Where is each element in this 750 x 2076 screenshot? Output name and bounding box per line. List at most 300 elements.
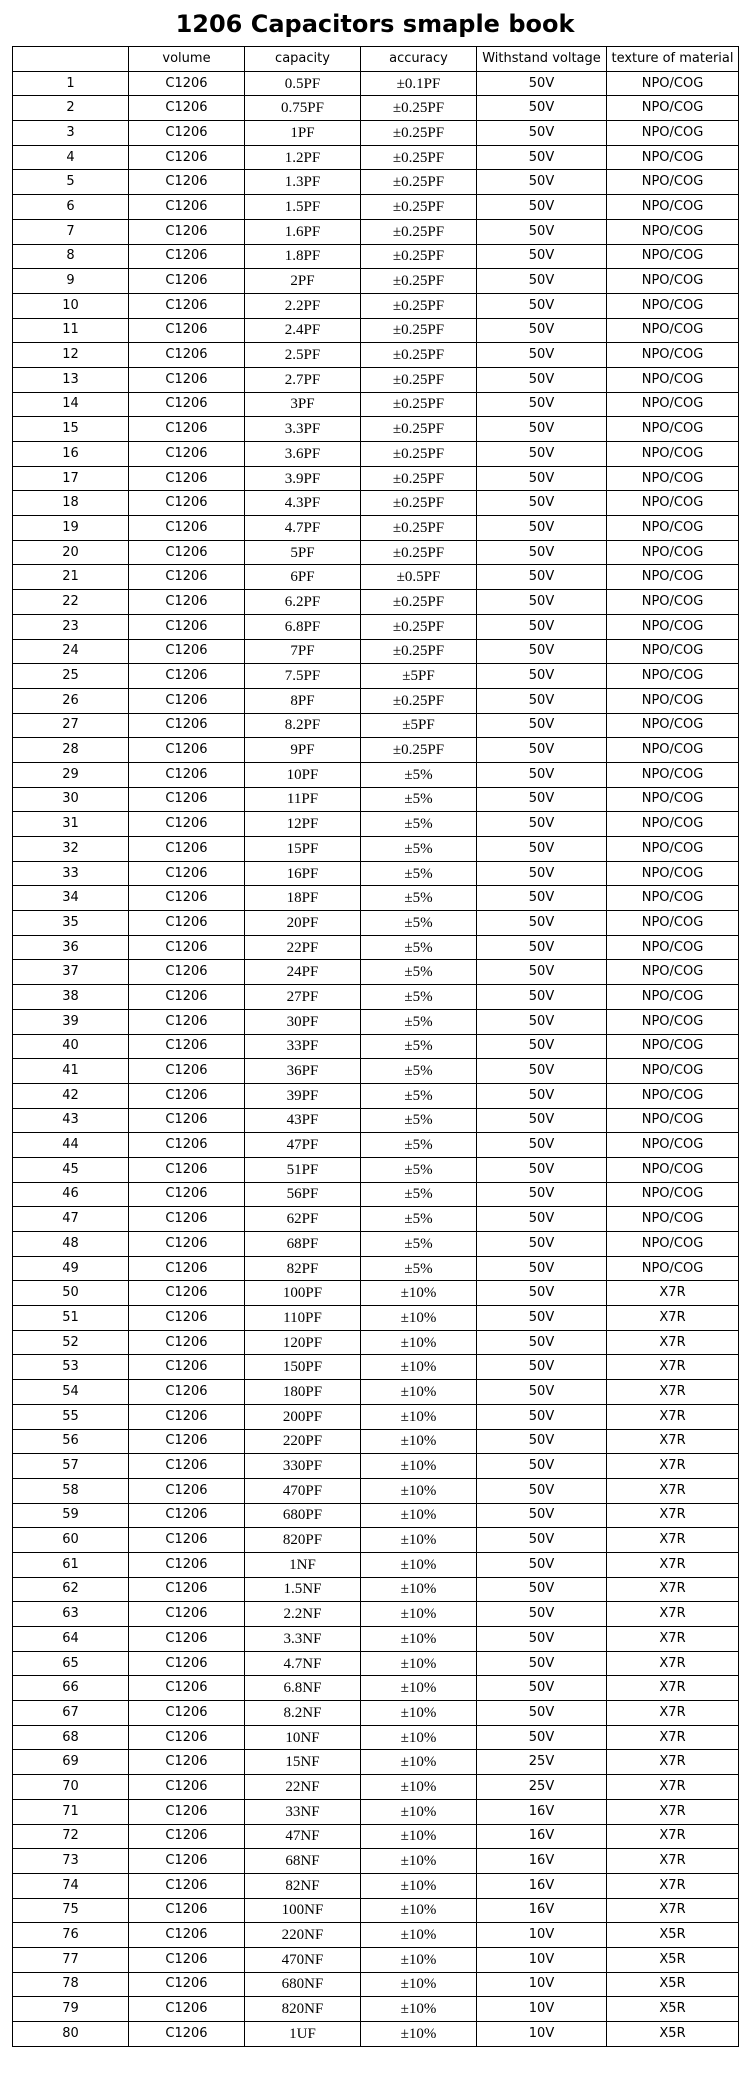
capacity-cell: 1.5PF	[245, 195, 361, 220]
voltage-cell: 50V	[477, 1429, 607, 1454]
voltage-cell: 50V	[477, 1256, 607, 1281]
material-cell: X7R	[607, 1799, 739, 1824]
table-row	[13, 1157, 739, 1182]
volume-cell: C1206	[129, 71, 245, 96]
voltage-cell: 16V	[477, 1898, 607, 1923]
row-number: 67	[13, 1701, 129, 1726]
table-row	[13, 1947, 739, 1972]
material-cell: X7R	[607, 1725, 739, 1750]
voltage-cell: 50V	[477, 1009, 607, 1034]
table-row	[13, 935, 739, 960]
capacity-cell: 8.2PF	[245, 713, 361, 738]
table-row	[13, 1306, 739, 1331]
row-number: 35	[13, 911, 129, 936]
voltage-cell: 50V	[477, 195, 607, 220]
accuracy-cell: ±0.25PF	[361, 293, 477, 318]
volume-cell: C1206	[129, 491, 245, 516]
row-number: 76	[13, 1923, 129, 1948]
row-number: 39	[13, 1009, 129, 1034]
accuracy-cell: ±5%	[361, 861, 477, 886]
voltage-cell: 50V	[477, 96, 607, 121]
volume-cell: C1206	[129, 1281, 245, 1306]
voltage-cell: 25V	[477, 1750, 607, 1775]
volume-cell: C1206	[129, 1577, 245, 1602]
material-cell: X7R	[607, 1454, 739, 1479]
material-cell: NPO/COG	[607, 935, 739, 960]
row-number: 56	[13, 1429, 129, 1454]
volume-cell: C1206	[129, 1528, 245, 1553]
material-cell: NPO/COG	[607, 861, 739, 886]
voltage-cell: 16V	[477, 1824, 607, 1849]
capacity-cell: 8.2NF	[245, 1701, 361, 1726]
material-cell: X7R	[607, 1281, 739, 1306]
material-cell: NPO/COG	[607, 466, 739, 491]
voltage-cell: 50V	[477, 367, 607, 392]
volume-cell: C1206	[129, 1873, 245, 1898]
material-cell: NPO/COG	[607, 886, 739, 911]
table-row	[13, 1651, 739, 1676]
voltage-cell: 16V	[477, 1873, 607, 1898]
material-cell: X5R	[607, 1997, 739, 2022]
voltage-cell: 50V	[477, 565, 607, 590]
material-cell: NPO/COG	[607, 1133, 739, 1158]
row-number: 80	[13, 2022, 129, 2047]
volume-cell: C1206	[129, 1330, 245, 1355]
capacity-cell: 820NF	[245, 1997, 361, 2022]
volume-cell: C1206	[129, 1306, 245, 1331]
accuracy-cell: ±5%	[361, 1256, 477, 1281]
accuracy-cell: ±5%	[361, 812, 477, 837]
voltage-cell: 50V	[477, 614, 607, 639]
row-number: 4	[13, 145, 129, 170]
table-row	[13, 1429, 739, 1454]
voltage-cell: 50V	[477, 1207, 607, 1232]
material-cell: NPO/COG	[607, 145, 739, 170]
row-number: 38	[13, 985, 129, 1010]
header-volume: volume	[129, 47, 245, 72]
accuracy-cell: ±10%	[361, 1676, 477, 1701]
voltage-cell: 50V	[477, 71, 607, 96]
volume-cell: C1206	[129, 1355, 245, 1380]
volume-cell: C1206	[129, 1972, 245, 1997]
voltage-cell: 50V	[477, 417, 607, 442]
accuracy-cell: ±5%	[361, 837, 477, 862]
material-cell: NPO/COG	[607, 491, 739, 516]
row-number: 17	[13, 466, 129, 491]
accuracy-cell: ±10%	[361, 1552, 477, 1577]
capacitor-table	[12, 46, 739, 2047]
voltage-cell: 50V	[477, 343, 607, 368]
accuracy-cell: ±0.25PF	[361, 516, 477, 541]
table-row	[13, 664, 739, 689]
row-number: 24	[13, 639, 129, 664]
table-row	[13, 787, 739, 812]
capacity-cell: 3.6PF	[245, 442, 361, 467]
header-accuracy: accuracy	[361, 47, 477, 72]
table-row	[13, 985, 739, 1010]
material-cell: X7R	[607, 1404, 739, 1429]
volume-cell: C1206	[129, 837, 245, 862]
capacity-cell: 470NF	[245, 1947, 361, 1972]
volume-cell: C1206	[129, 1750, 245, 1775]
material-cell: X7R	[607, 1602, 739, 1627]
material-cell: NPO/COG	[607, 442, 739, 467]
voltage-cell: 50V	[477, 516, 607, 541]
capacity-cell: 33PF	[245, 1034, 361, 1059]
row-number: 2	[13, 96, 129, 121]
accuracy-cell: ±5%	[361, 1133, 477, 1158]
material-cell: NPO/COG	[607, 170, 739, 195]
table-row	[13, 1627, 739, 1652]
accuracy-cell: ±10%	[361, 1577, 477, 1602]
capacity-cell: 1NF	[245, 1552, 361, 1577]
capacity-cell: 2.5PF	[245, 343, 361, 368]
row-number: 58	[13, 1478, 129, 1503]
volume-cell: C1206	[129, 1602, 245, 1627]
accuracy-cell: ±10%	[361, 1701, 477, 1726]
table-row	[13, 762, 739, 787]
capacity-cell: 220NF	[245, 1923, 361, 1948]
voltage-cell: 50V	[477, 1627, 607, 1652]
volume-cell: C1206	[129, 1947, 245, 1972]
table-row	[13, 639, 739, 664]
accuracy-cell: ±10%	[361, 1799, 477, 1824]
accuracy-cell: ±0.25PF	[361, 269, 477, 294]
accuracy-cell: ±5%	[361, 1034, 477, 1059]
volume-cell: C1206	[129, 1775, 245, 1800]
material-cell: X7R	[607, 1380, 739, 1405]
volume-cell: C1206	[129, 170, 245, 195]
accuracy-cell: ±0.25PF	[361, 145, 477, 170]
voltage-cell: 50V	[477, 1306, 607, 1331]
accuracy-cell: ±10%	[361, 1898, 477, 1923]
table-row	[13, 121, 739, 146]
table-row	[13, 1380, 739, 1405]
voltage-cell: 50V	[477, 1133, 607, 1158]
accuracy-cell: ±10%	[361, 1355, 477, 1380]
material-cell: NPO/COG	[607, 318, 739, 343]
volume-cell: C1206	[129, 1157, 245, 1182]
accuracy-cell: ±10%	[361, 1380, 477, 1405]
voltage-cell: 50V	[477, 540, 607, 565]
row-number: 26	[13, 688, 129, 713]
accuracy-cell: ±5%	[361, 787, 477, 812]
row-number: 1	[13, 71, 129, 96]
capacity-cell: 15PF	[245, 837, 361, 862]
row-number: 41	[13, 1059, 129, 1084]
voltage-cell: 50V	[477, 145, 607, 170]
voltage-cell: 50V	[477, 219, 607, 244]
voltage-cell: 50V	[477, 1552, 607, 1577]
table-row	[13, 1009, 739, 1034]
table-row	[13, 540, 739, 565]
capacity-cell: 4.7NF	[245, 1651, 361, 1676]
capacity-cell: 22NF	[245, 1775, 361, 1800]
table-row	[13, 1676, 739, 1701]
header-index	[13, 47, 129, 72]
material-cell: NPO/COG	[607, 96, 739, 121]
row-number: 52	[13, 1330, 129, 1355]
material-cell: X7R	[607, 1676, 739, 1701]
voltage-cell: 50V	[477, 1380, 607, 1405]
capacity-cell: 12PF	[245, 812, 361, 837]
material-cell: NPO/COG	[607, 392, 739, 417]
capacity-cell: 1.8PF	[245, 244, 361, 269]
volume-cell: C1206	[129, 145, 245, 170]
capacity-cell: 120PF	[245, 1330, 361, 1355]
row-number: 31	[13, 812, 129, 837]
voltage-cell: 50V	[477, 1232, 607, 1257]
material-cell: NPO/COG	[607, 565, 739, 590]
accuracy-cell: ±5%	[361, 935, 477, 960]
material-cell: NPO/COG	[607, 219, 739, 244]
voltage-cell: 50V	[477, 1404, 607, 1429]
capacity-cell: 3.3PF	[245, 417, 361, 442]
voltage-cell: 50V	[477, 985, 607, 1010]
voltage-cell: 50V	[477, 787, 607, 812]
row-number: 22	[13, 590, 129, 615]
voltage-cell: 50V	[477, 1503, 607, 1528]
material-cell: X7R	[607, 1873, 739, 1898]
material-cell: NPO/COG	[607, 713, 739, 738]
voltage-cell: 10V	[477, 2022, 607, 2047]
capacity-cell: 62PF	[245, 1207, 361, 1232]
table-row	[13, 1923, 739, 1948]
voltage-cell: 50V	[477, 738, 607, 763]
volume-cell: C1206	[129, 1676, 245, 1701]
row-number: 21	[13, 565, 129, 590]
volume-cell: C1206	[129, 219, 245, 244]
volume-cell: C1206	[129, 1207, 245, 1232]
volume-cell: C1206	[129, 1701, 245, 1726]
table-row	[13, 145, 739, 170]
voltage-cell: 50V	[477, 1059, 607, 1084]
accuracy-cell: ±0.25PF	[361, 614, 477, 639]
voltage-cell: 50V	[477, 639, 607, 664]
volume-cell: C1206	[129, 565, 245, 590]
volume-cell: C1206	[129, 1824, 245, 1849]
table-row	[13, 1232, 739, 1257]
accuracy-cell: ±0.25PF	[361, 244, 477, 269]
accuracy-cell: ±5PF	[361, 713, 477, 738]
voltage-cell: 50V	[477, 1281, 607, 1306]
table-row	[13, 960, 739, 985]
table-row	[13, 516, 739, 541]
table-row	[13, 293, 739, 318]
capacity-cell: 16PF	[245, 861, 361, 886]
row-number: 34	[13, 886, 129, 911]
volume-cell: C1206	[129, 1133, 245, 1158]
material-cell: X7R	[607, 1701, 739, 1726]
row-number: 19	[13, 516, 129, 541]
volume-cell: C1206	[129, 688, 245, 713]
capacity-cell: 2.2PF	[245, 293, 361, 318]
volume-cell: C1206	[129, 442, 245, 467]
material-cell: X5R	[607, 1972, 739, 1997]
capacity-cell: 10PF	[245, 762, 361, 787]
table-row	[13, 1997, 739, 2022]
accuracy-cell: ±0.25PF	[361, 367, 477, 392]
voltage-cell: 50V	[477, 664, 607, 689]
accuracy-cell: ±10%	[361, 1454, 477, 1479]
voltage-cell: 50V	[477, 1157, 607, 1182]
capacity-cell: 36PF	[245, 1059, 361, 1084]
voltage-cell: 50V	[477, 466, 607, 491]
capacity-cell: 2.2NF	[245, 1602, 361, 1627]
table-row	[13, 1404, 739, 1429]
capacity-cell: 6.8NF	[245, 1676, 361, 1701]
capacity-cell: 1.6PF	[245, 219, 361, 244]
capacity-cell: 4.3PF	[245, 491, 361, 516]
table-row	[13, 1182, 739, 1207]
accuracy-cell: ±10%	[361, 1503, 477, 1528]
volume-cell: C1206	[129, 1454, 245, 1479]
header-row	[13, 47, 739, 72]
accuracy-cell: ±5%	[361, 1207, 477, 1232]
material-cell: X7R	[607, 1503, 739, 1528]
row-number: 5	[13, 170, 129, 195]
accuracy-cell: ±0.25PF	[361, 96, 477, 121]
voltage-cell: 50V	[477, 1602, 607, 1627]
accuracy-cell: ±10%	[361, 1528, 477, 1553]
row-number: 47	[13, 1207, 129, 1232]
capacity-cell: 39PF	[245, 1083, 361, 1108]
table-row	[13, 2022, 739, 2047]
voltage-cell: 50V	[477, 1034, 607, 1059]
volume-cell: C1206	[129, 466, 245, 491]
volume-cell: C1206	[129, 1182, 245, 1207]
volume-cell: C1206	[129, 1627, 245, 1652]
table-row	[13, 1849, 739, 1874]
material-cell: NPO/COG	[607, 614, 739, 639]
material-cell: X7R	[607, 1478, 739, 1503]
accuracy-cell: ±0.25PF	[361, 170, 477, 195]
table-row	[13, 1503, 739, 1528]
table-row	[13, 318, 739, 343]
capacity-cell: 7.5PF	[245, 664, 361, 689]
accuracy-cell: ±10%	[361, 1602, 477, 1627]
accuracy-cell: ±10%	[361, 1849, 477, 1874]
capacity-cell: 68NF	[245, 1849, 361, 1874]
volume-cell: C1206	[129, 343, 245, 368]
material-cell: X7R	[607, 1577, 739, 1602]
table-row	[13, 195, 739, 220]
capacity-cell: 43PF	[245, 1108, 361, 1133]
material-cell: NPO/COG	[607, 960, 739, 985]
capacity-cell: 33NF	[245, 1799, 361, 1824]
row-number: 55	[13, 1404, 129, 1429]
row-number: 32	[13, 837, 129, 862]
material-cell: NPO/COG	[607, 343, 739, 368]
header-capacity: capacity	[245, 47, 361, 72]
accuracy-cell: ±0.25PF	[361, 540, 477, 565]
capacity-cell: 7PF	[245, 639, 361, 664]
volume-cell: C1206	[129, 1009, 245, 1034]
material-cell: NPO/COG	[607, 911, 739, 936]
volume-cell: C1206	[129, 1256, 245, 1281]
capacity-cell: 82PF	[245, 1256, 361, 1281]
capacity-cell: 10NF	[245, 1725, 361, 1750]
row-number: 64	[13, 1627, 129, 1652]
accuracy-cell: ±0.25PF	[361, 343, 477, 368]
voltage-cell: 50V	[477, 935, 607, 960]
volume-cell: C1206	[129, 911, 245, 936]
material-cell: X7R	[607, 1775, 739, 1800]
voltage-cell: 50V	[477, 1577, 607, 1602]
volume-cell: C1206	[129, 1059, 245, 1084]
accuracy-cell: ±0.25PF	[361, 639, 477, 664]
material-cell: X7R	[607, 1898, 739, 1923]
row-number: 16	[13, 442, 129, 467]
table-row	[13, 1972, 739, 1997]
material-cell: NPO/COG	[607, 688, 739, 713]
volume-cell: C1206	[129, 738, 245, 763]
table-row	[13, 1775, 739, 1800]
table-row	[13, 1330, 739, 1355]
capacity-cell: 330PF	[245, 1454, 361, 1479]
accuracy-cell: ±0.25PF	[361, 590, 477, 615]
volume-cell: C1206	[129, 1478, 245, 1503]
table-row	[13, 1824, 739, 1849]
capacity-cell: 150PF	[245, 1355, 361, 1380]
voltage-cell: 50V	[477, 911, 607, 936]
voltage-cell: 50V	[477, 1651, 607, 1676]
row-number: 74	[13, 1873, 129, 1898]
accuracy-cell: ±10%	[361, 1651, 477, 1676]
row-number: 15	[13, 417, 129, 442]
volume-cell: C1206	[129, 1083, 245, 1108]
row-number: 77	[13, 1947, 129, 1972]
voltage-cell: 10V	[477, 1923, 607, 1948]
voltage-cell: 50V	[477, 293, 607, 318]
accuracy-cell: ±10%	[361, 1330, 477, 1355]
voltage-cell: 50V	[477, 1701, 607, 1726]
voltage-cell: 50V	[477, 1182, 607, 1207]
material-cell: NPO/COG	[607, 812, 739, 837]
volume-cell: C1206	[129, 293, 245, 318]
capacity-cell: 820PF	[245, 1528, 361, 1553]
accuracy-cell: ±10%	[361, 1627, 477, 1652]
table-row	[13, 392, 739, 417]
voltage-cell: 50V	[477, 960, 607, 985]
volume-cell: C1206	[129, 1380, 245, 1405]
material-cell: NPO/COG	[607, 1083, 739, 1108]
capacity-cell: 680NF	[245, 1972, 361, 1997]
table-row	[13, 343, 739, 368]
capacity-cell: 2.4PF	[245, 318, 361, 343]
table-row	[13, 1799, 739, 1824]
material-cell: NPO/COG	[607, 837, 739, 862]
table-row	[13, 1528, 739, 1553]
accuracy-cell: ±10%	[361, 1873, 477, 1898]
table-row	[13, 861, 739, 886]
capacity-cell: 22PF	[245, 935, 361, 960]
material-cell: X7R	[607, 1528, 739, 1553]
material-cell: NPO/COG	[607, 1232, 739, 1257]
capacity-cell: 220PF	[245, 1429, 361, 1454]
voltage-cell: 50V	[477, 491, 607, 516]
table-row	[13, 1059, 739, 1084]
row-number: 9	[13, 269, 129, 294]
table-row	[13, 1108, 739, 1133]
capacity-cell: 1.2PF	[245, 145, 361, 170]
table-row	[13, 244, 739, 269]
table-row	[13, 170, 739, 195]
row-number: 40	[13, 1034, 129, 1059]
accuracy-cell: ±5%	[361, 911, 477, 936]
material-cell: NPO/COG	[607, 1207, 739, 1232]
accuracy-cell: ±10%	[361, 1306, 477, 1331]
